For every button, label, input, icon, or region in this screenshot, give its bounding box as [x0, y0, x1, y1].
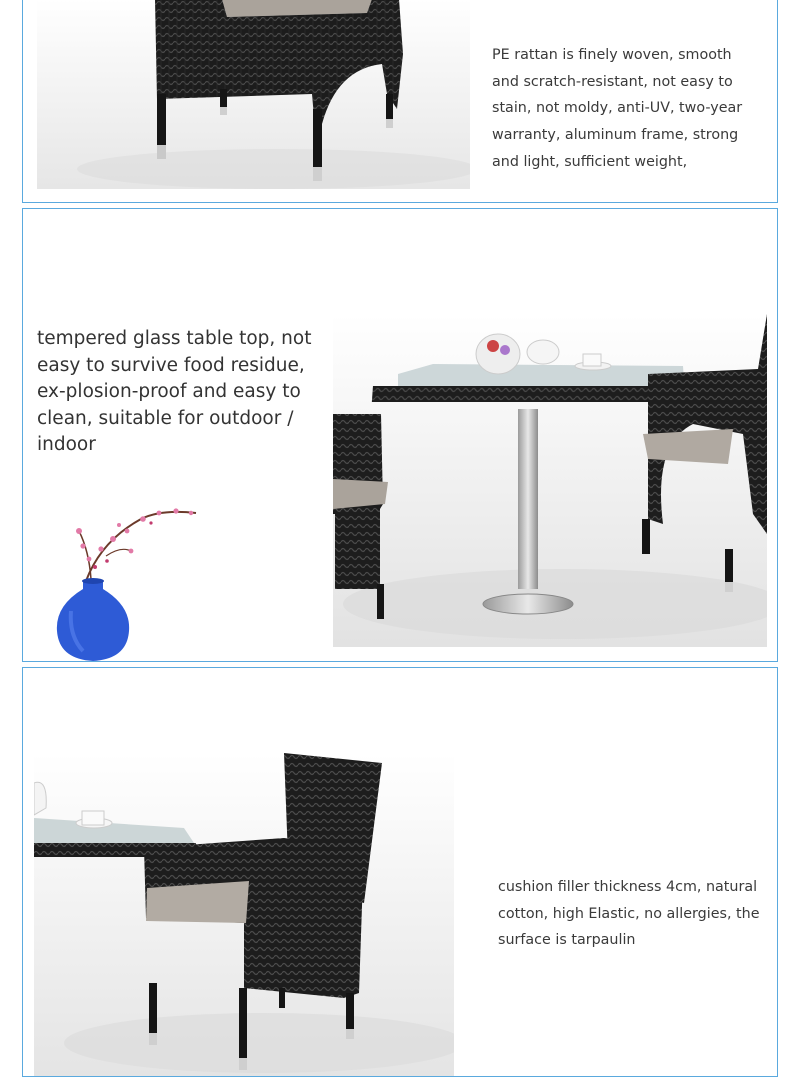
glass-table-and-chairs-photo: [333, 314, 767, 647]
feature-panel-cushion: [22, 667, 778, 1077]
cushion-description: cushion filler thickness 4cm, natural cotton, high Elastic, no allergies, the surface is tarpaulin: [498, 879, 760, 949]
glass-table-description: tempered glass table top, not easy to survive food residue, ex-plosion-proof and easy to clean, suitable for outdoor / indoor: [37, 328, 312, 455]
feature-panel-rattan: [22, 0, 778, 203]
rattan-description: PE rattan is finely woven, smooth and scratch-resistant, not easy to stain, not moldy, anti-UV, two-year warranty, aluminum frame, strong and light, sufficient weight,: [492, 47, 743, 170]
rattan-armchair-with-cushion-photo: [34, 753, 454, 1077]
feature-panel-glass-table: [22, 208, 778, 662]
vase-with-blossoms-illustration: [31, 501, 201, 662]
rattan-chair-legs-photo: [37, 0, 470, 189]
